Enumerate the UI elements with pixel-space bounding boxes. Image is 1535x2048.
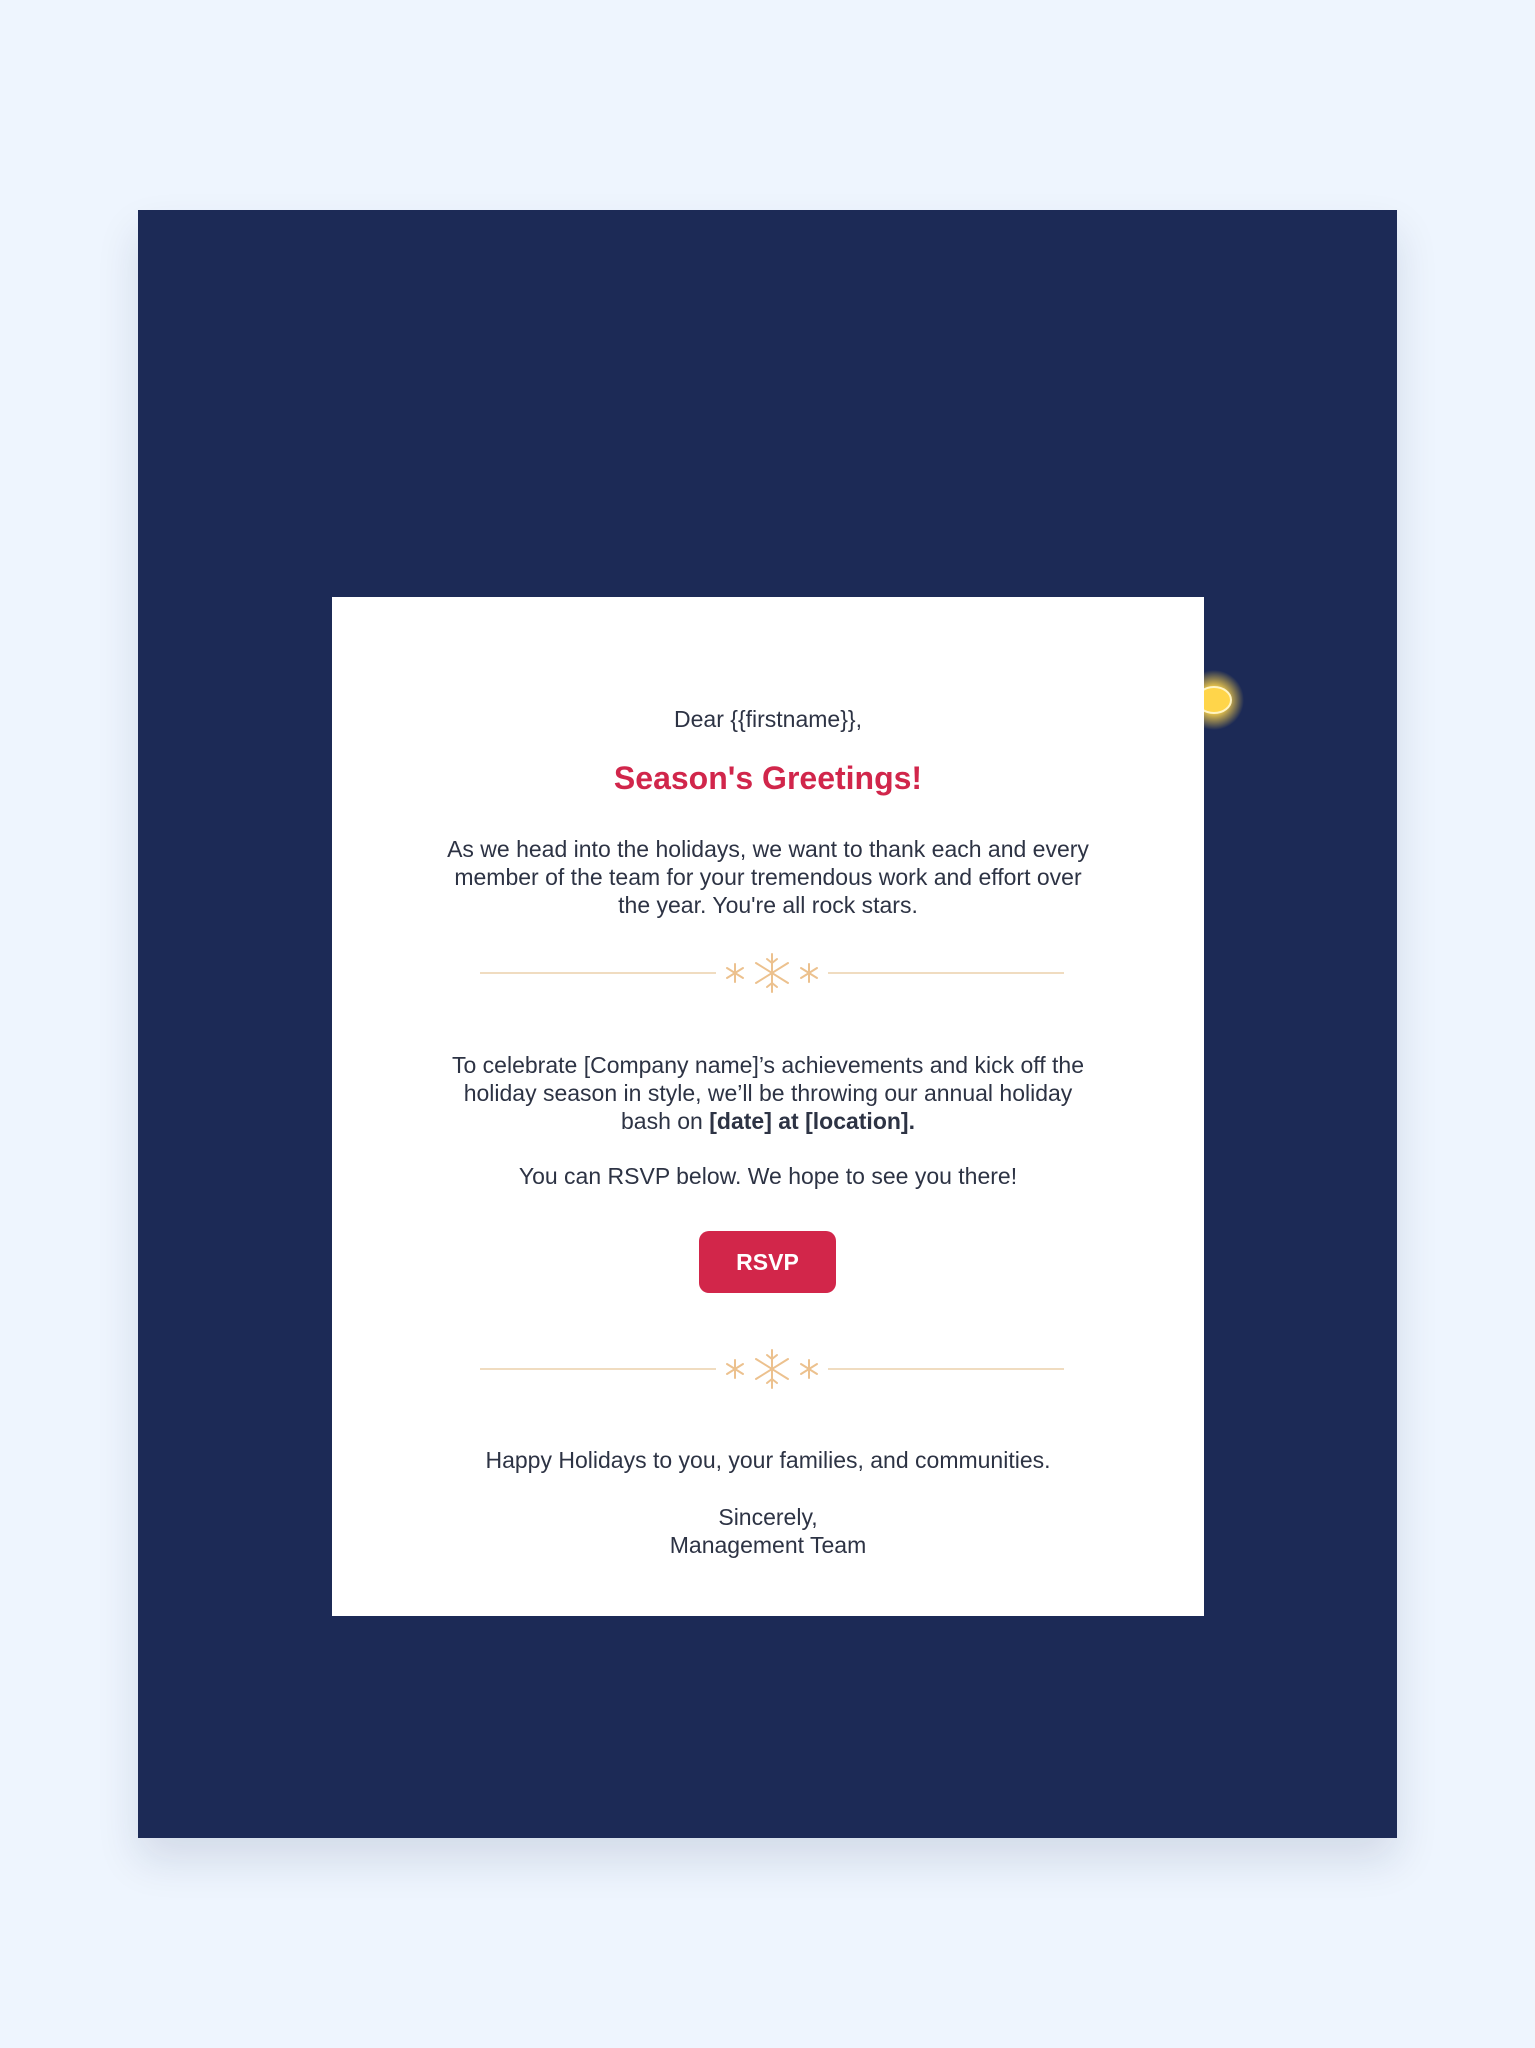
snowflake-icon [722, 1347, 822, 1391]
snowflake-icon [722, 951, 822, 995]
signature: Management Team [669, 1532, 867, 1558]
headline: Season's Greetings! [613, 760, 923, 796]
party-date-location: [date] at [location]. [709, 1108, 915, 1134]
rsvp-prompt: You can RSVP below. We hope to see you there! [518, 1163, 1018, 1189]
intro-text: As we head into the holidays, we want to thank each and every member of the team for your tremendous work and effort over the year. You're all rock stars. [447, 836, 1089, 918]
party-paragraph [332, 1051, 1204, 1135]
rsvp-button[interactable]: RSVP [699, 1231, 836, 1293]
email-card [332, 597, 1204, 1616]
closing: Sincerely, [718, 1504, 818, 1530]
divider-bottom [480, 1347, 1064, 1391]
greeting: Dear {{firstname}}, [674, 706, 862, 732]
holiday-wishes: Happy Holidays to you, your families, and communities. [485, 1447, 1051, 1473]
party-text: To celebrate [Company name]’s achievements and kick off the holiday season in style, we’ll be throwing our annual holiday bash on [452, 1052, 1084, 1134]
intro-paragraph [332, 835, 1204, 919]
divider-top [480, 951, 1064, 995]
